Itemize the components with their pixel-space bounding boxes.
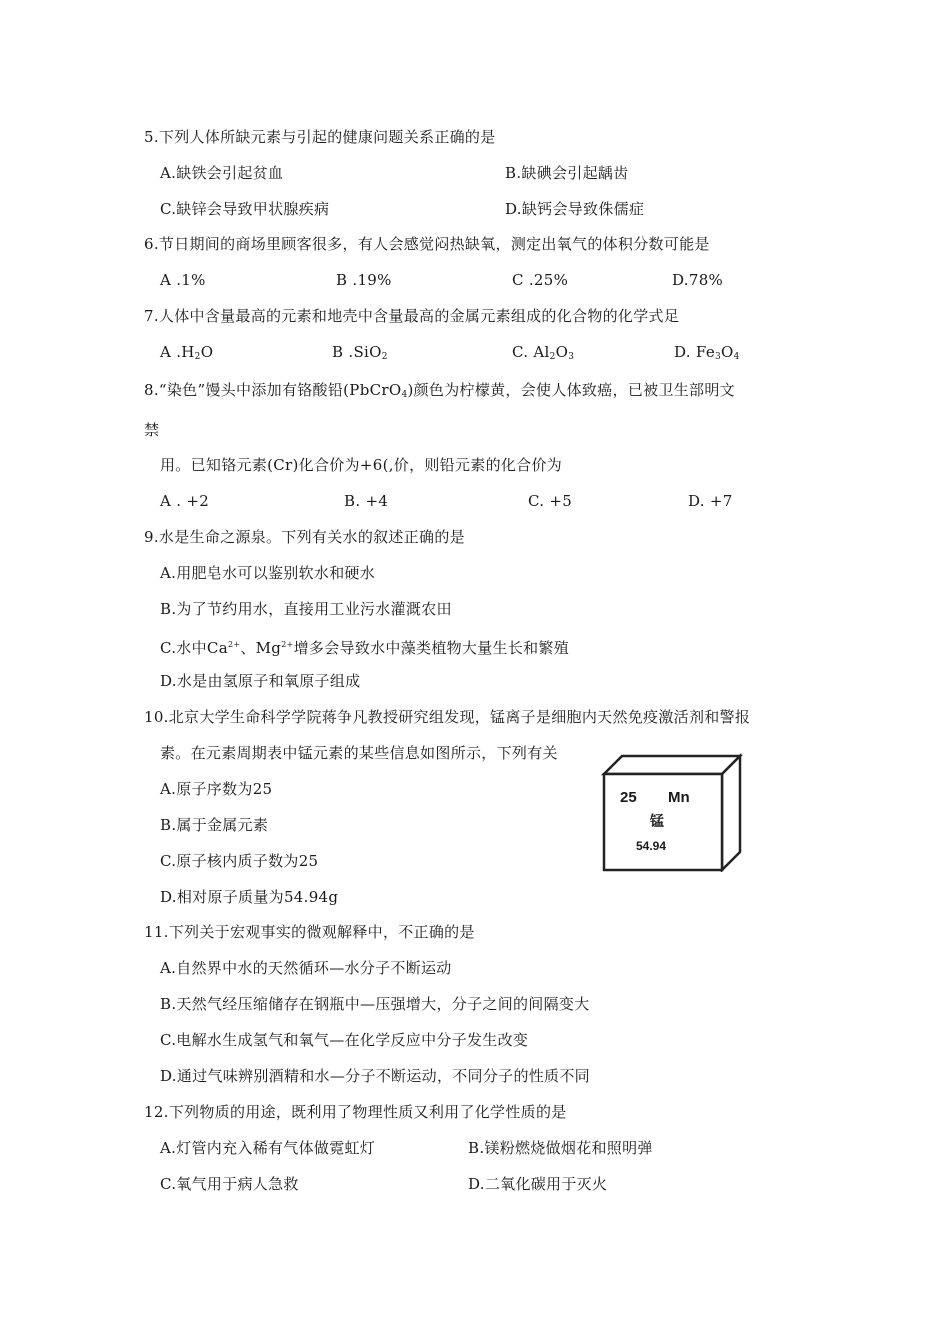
q6-option-a: A .1% — [160, 271, 206, 289]
q12-option-a: A.灯管内充入稀有气体做霓虹灯 — [160, 1139, 376, 1157]
q6-option-d: D.78% — [672, 271, 724, 289]
q6-stem: 6.节日期间的商场里顾客很多，有人会感觉闷热缺氧，测定出氧气的体积分数可能是 — [144, 235, 710, 253]
q5-stem: 5.下列人体所缺元素与引起的健康问题关系正确的是 — [144, 128, 496, 146]
q6-option-b: B .19% — [336, 271, 392, 289]
element-symbol: Mn — [668, 789, 690, 806]
q7-option-d: D. $Fe_3O_4$ — [674, 343, 740, 362]
q7-option-a: A $.H_2O$ — [160, 343, 214, 362]
q12-option-b: B.镁粉燃烧做烟花和照明弹 — [468, 1139, 653, 1157]
cube-top-face — [604, 756, 740, 774]
cube-side-face — [722, 756, 740, 870]
q12-stem: 12.下列物质的用途，既利用了物理性质又利用了化学性质的是 — [144, 1103, 567, 1121]
q10-option-a: A.原子序数为25 — [160, 780, 273, 798]
q8-stem-wrap: 禁 — [144, 421, 160, 439]
q12-option-d: D.二氧化碳用于灭火 — [468, 1175, 608, 1193]
q9-option-a: A.用肥皂水可以鉴别软水和硬水 — [160, 564, 376, 582]
q11-stem: 11.下列关于宏观事实的微观解释中，不正确的是 — [144, 923, 475, 941]
q8-option-a: A . +2 — [160, 492, 210, 510]
q9-option-d: D.水是由氢原子和氧原子组成 — [160, 672, 361, 690]
q11-option-c: C.电解水生成氢气和氧气—在化学反应中分子发生改变 — [160, 1031, 529, 1049]
q11-option-a: A.自然界中水的天然循环—水分子不断运动 — [160, 959, 452, 977]
q10-option-d: D.相对原子质量为54.94g — [160, 888, 339, 906]
q7-stem: 7.人体中含量最高的元素和地壳中含量最高的金属元素组成的化合物的化学式足 — [144, 307, 680, 325]
q5-option-b: B.缺碘会引起龋齿 — [505, 164, 629, 182]
q8-option-d: D. +7 — [688, 492, 733, 510]
q5-option-a: A.缺铁会引起贫血 — [160, 164, 284, 182]
q10-stem-continued: 素。在元素周期表中锰元素的某些信息如图所示，下列有关 — [160, 744, 558, 762]
q10-option-c: C.原子核内质子数为25 — [160, 852, 319, 870]
q10-stem: 10.北京大学生命科学学院蒋争凡教授研究组发现，锰离子是细胞内天然免疫激活剂和警报 — [144, 708, 751, 726]
element-mass: 54.94 — [636, 839, 667, 853]
q8-stem: 8.“染色”馒头中添加有铬酸铅(PbCrO$_4$)颜色为柠檬黄，会使人体致癌，已被卫生部明文 — [144, 381, 735, 400]
element-cube-figure — [594, 752, 744, 872]
q9-stem: 9.水是生命之源泉。下列有关水的叙述正确的是 — [144, 528, 465, 546]
q12-option-c: C.氧气用于病人急救 — [160, 1175, 299, 1193]
q8-option-c: C. +5 — [528, 492, 573, 510]
q7-option-c: C. $Al_2O_3$ — [512, 343, 575, 362]
q5-option-d: D.缺钙会导致侏儒症 — [505, 200, 645, 218]
q10-option-b: B.属于金属元素 — [160, 816, 269, 834]
q9-option-b: B.为了节约用水，直接用工业污水灌溉农田 — [160, 600, 452, 618]
q11-option-d: D.通过气味辨别酒精和水—分子不断运动，不同分子的性质不同 — [160, 1067, 590, 1085]
q7-option-b: B .SiO$_2$ — [332, 343, 388, 362]
element-name: 锰 — [650, 814, 664, 830]
q9-option-c: C.水中$Ca^{2+}$、$Mg^{2+}$增多会导致水中藻类植物大量生长和繁殖 — [160, 639, 570, 657]
q11-option-b: B.天然气经压缩储存在钢瓶中—压强增大，分子之间的间隔变大 — [160, 995, 590, 1013]
q8-stem-continued: 用。已知铬元素(Cr)化合价为+6(,价，则铅元素的化合价为 — [160, 456, 563, 474]
q6-option-c: C .25% — [512, 271, 569, 289]
q5-option-c: C.缺锌会导致甲状腺疾病 — [160, 200, 330, 218]
q8-option-b: B. +4 — [344, 492, 389, 510]
element-number: 25 — [620, 789, 637, 806]
